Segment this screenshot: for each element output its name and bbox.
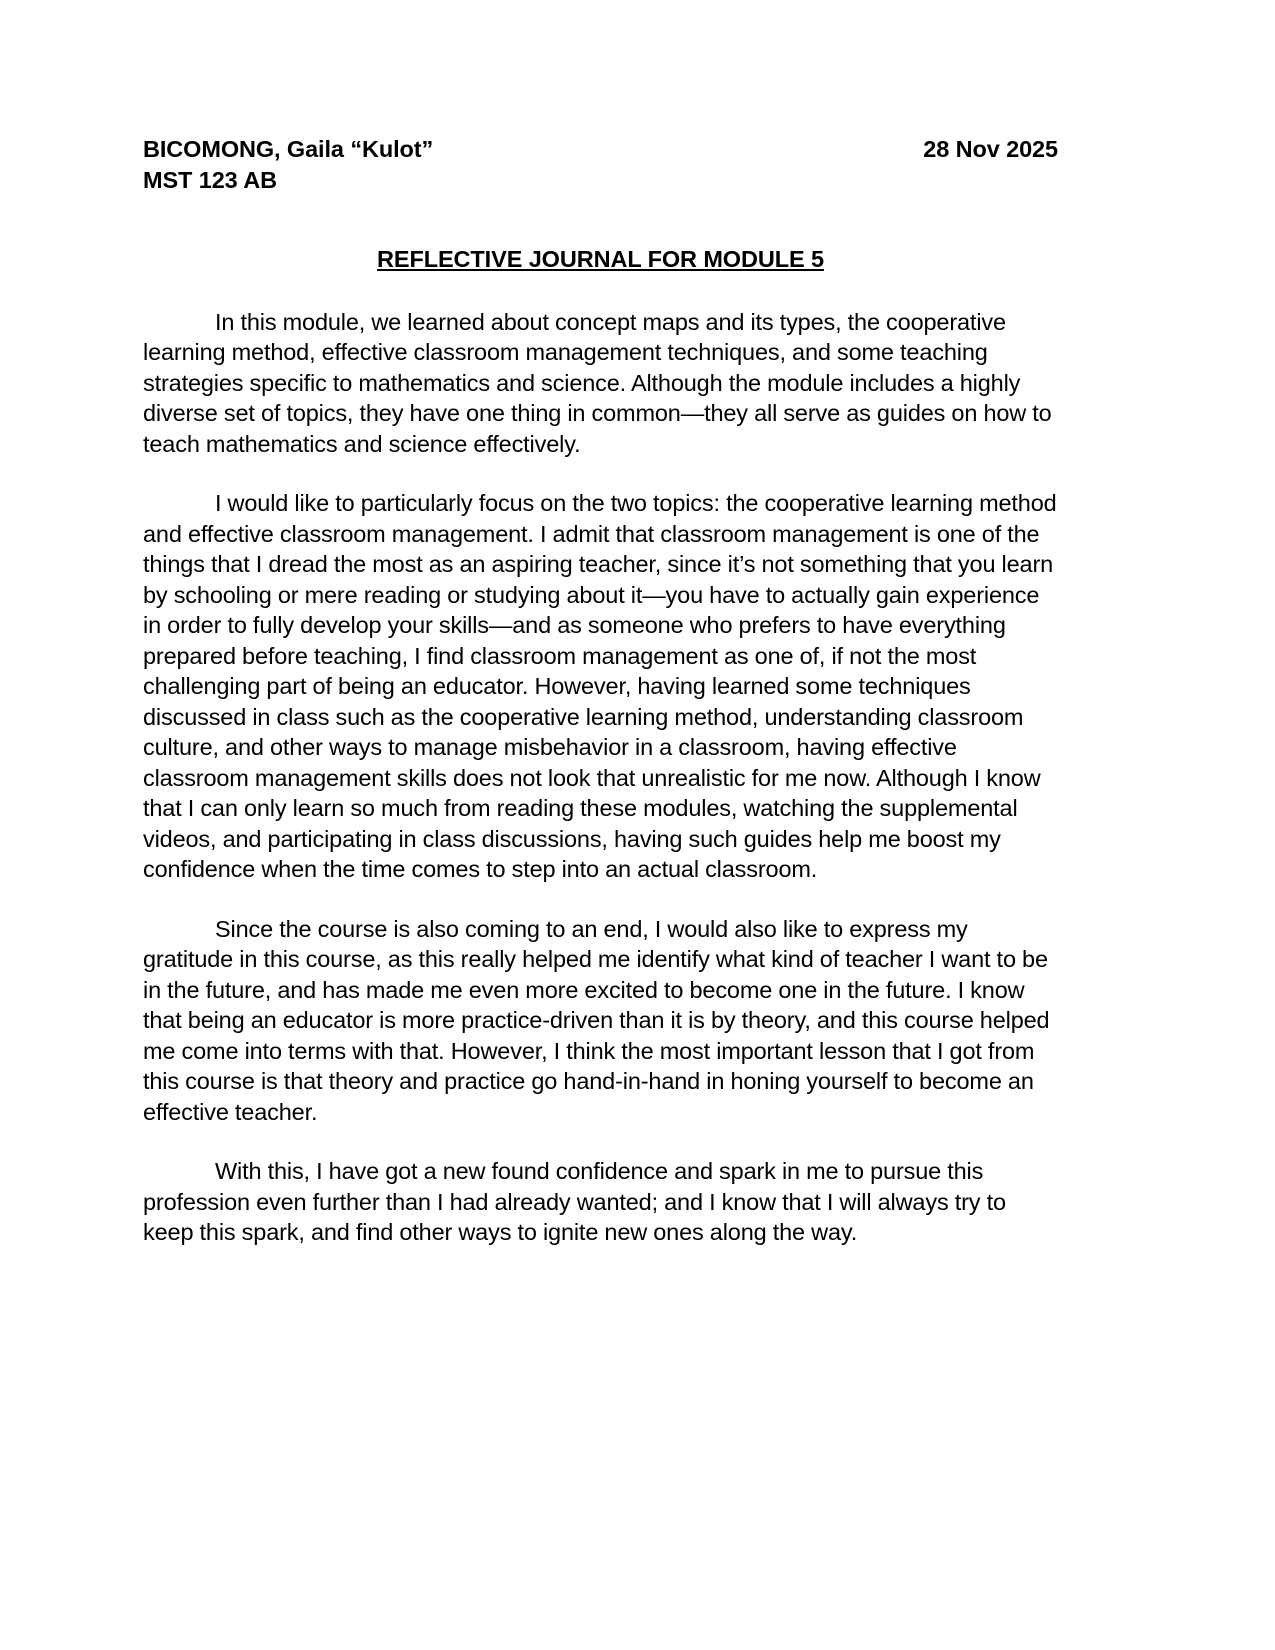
paragraph-container <box>143 307 1058 1248</box>
paragraph: Since the course is also coming to an end, I would also like to express my gratitude in this course, as this really helped me identify what kind of teacher I want to be in the future, and has made me even more excited to become one in the future. I know that being an educator is more practice-driven than it is by theory, and this course helped me come into terms with that. However, I think the most important lesson that I got from this course is that theory and practice go hand-in-hand in honing yourself to become an effective teacher. <box>143 915 1050 1125</box>
paragraph: In this module, we learned about concept maps and its types, the cooperative learning method, effective classroom management techniques, and some teaching strategies specific to mathematics and science. Although the module includes a highly diverse set of topics, they have one thing in common—they all serve as guides on how to teach mathematics and science effectively. <box>143 308 1052 457</box>
paragraph: With this, I have got a new found confidence and spark in me to pursue this profession even further than I had already wanted; and I know that I will always try to keep this spark, and find other ways to ignite new ones along the way. <box>143 1158 1006 1245</box>
author-name: BICOMONG, Gaila “Kulot” <box>143 136 434 162</box>
document-header <box>143 134 1058 195</box>
document-body <box>143 134 1058 1248</box>
page-title: REFLECTIVE JOURNAL FOR MODULE 5 <box>377 246 824 272</box>
document-date: 28 Nov 2025 <box>923 136 1058 162</box>
header-top-row <box>143 134 1058 165</box>
paragraph: I would like to particularly focus on the two topics: the cooperative learning method and effective classroom management. I admit that classroom management is one of the things that I dread the most as an aspiring teacher, since it’s not something that you learn by schooling or mere reading or studying about it—you have to actually gain experience in order to fully develop your skills—and as someone who prefers to have everything prepared before teaching, I find classroom management as one of, if not the most challenging part of being an educator. However, having learned some techniques discussed in class such as the cooperative learning method, understanding classroom culture, and other ways to manage misbehavior in a classroom, having effective classroom management skills does not look that unrealistic for me now. Although I know that I can only learn so much from reading these modules, watching the supplemental videos, and participating in class discussions, having such guides help me boost my confidence when the time comes to step into an actual classroom. <box>143 490 1057 882</box>
title-container <box>143 244 1058 275</box>
course-code: MST 123 AB <box>143 166 277 193</box>
